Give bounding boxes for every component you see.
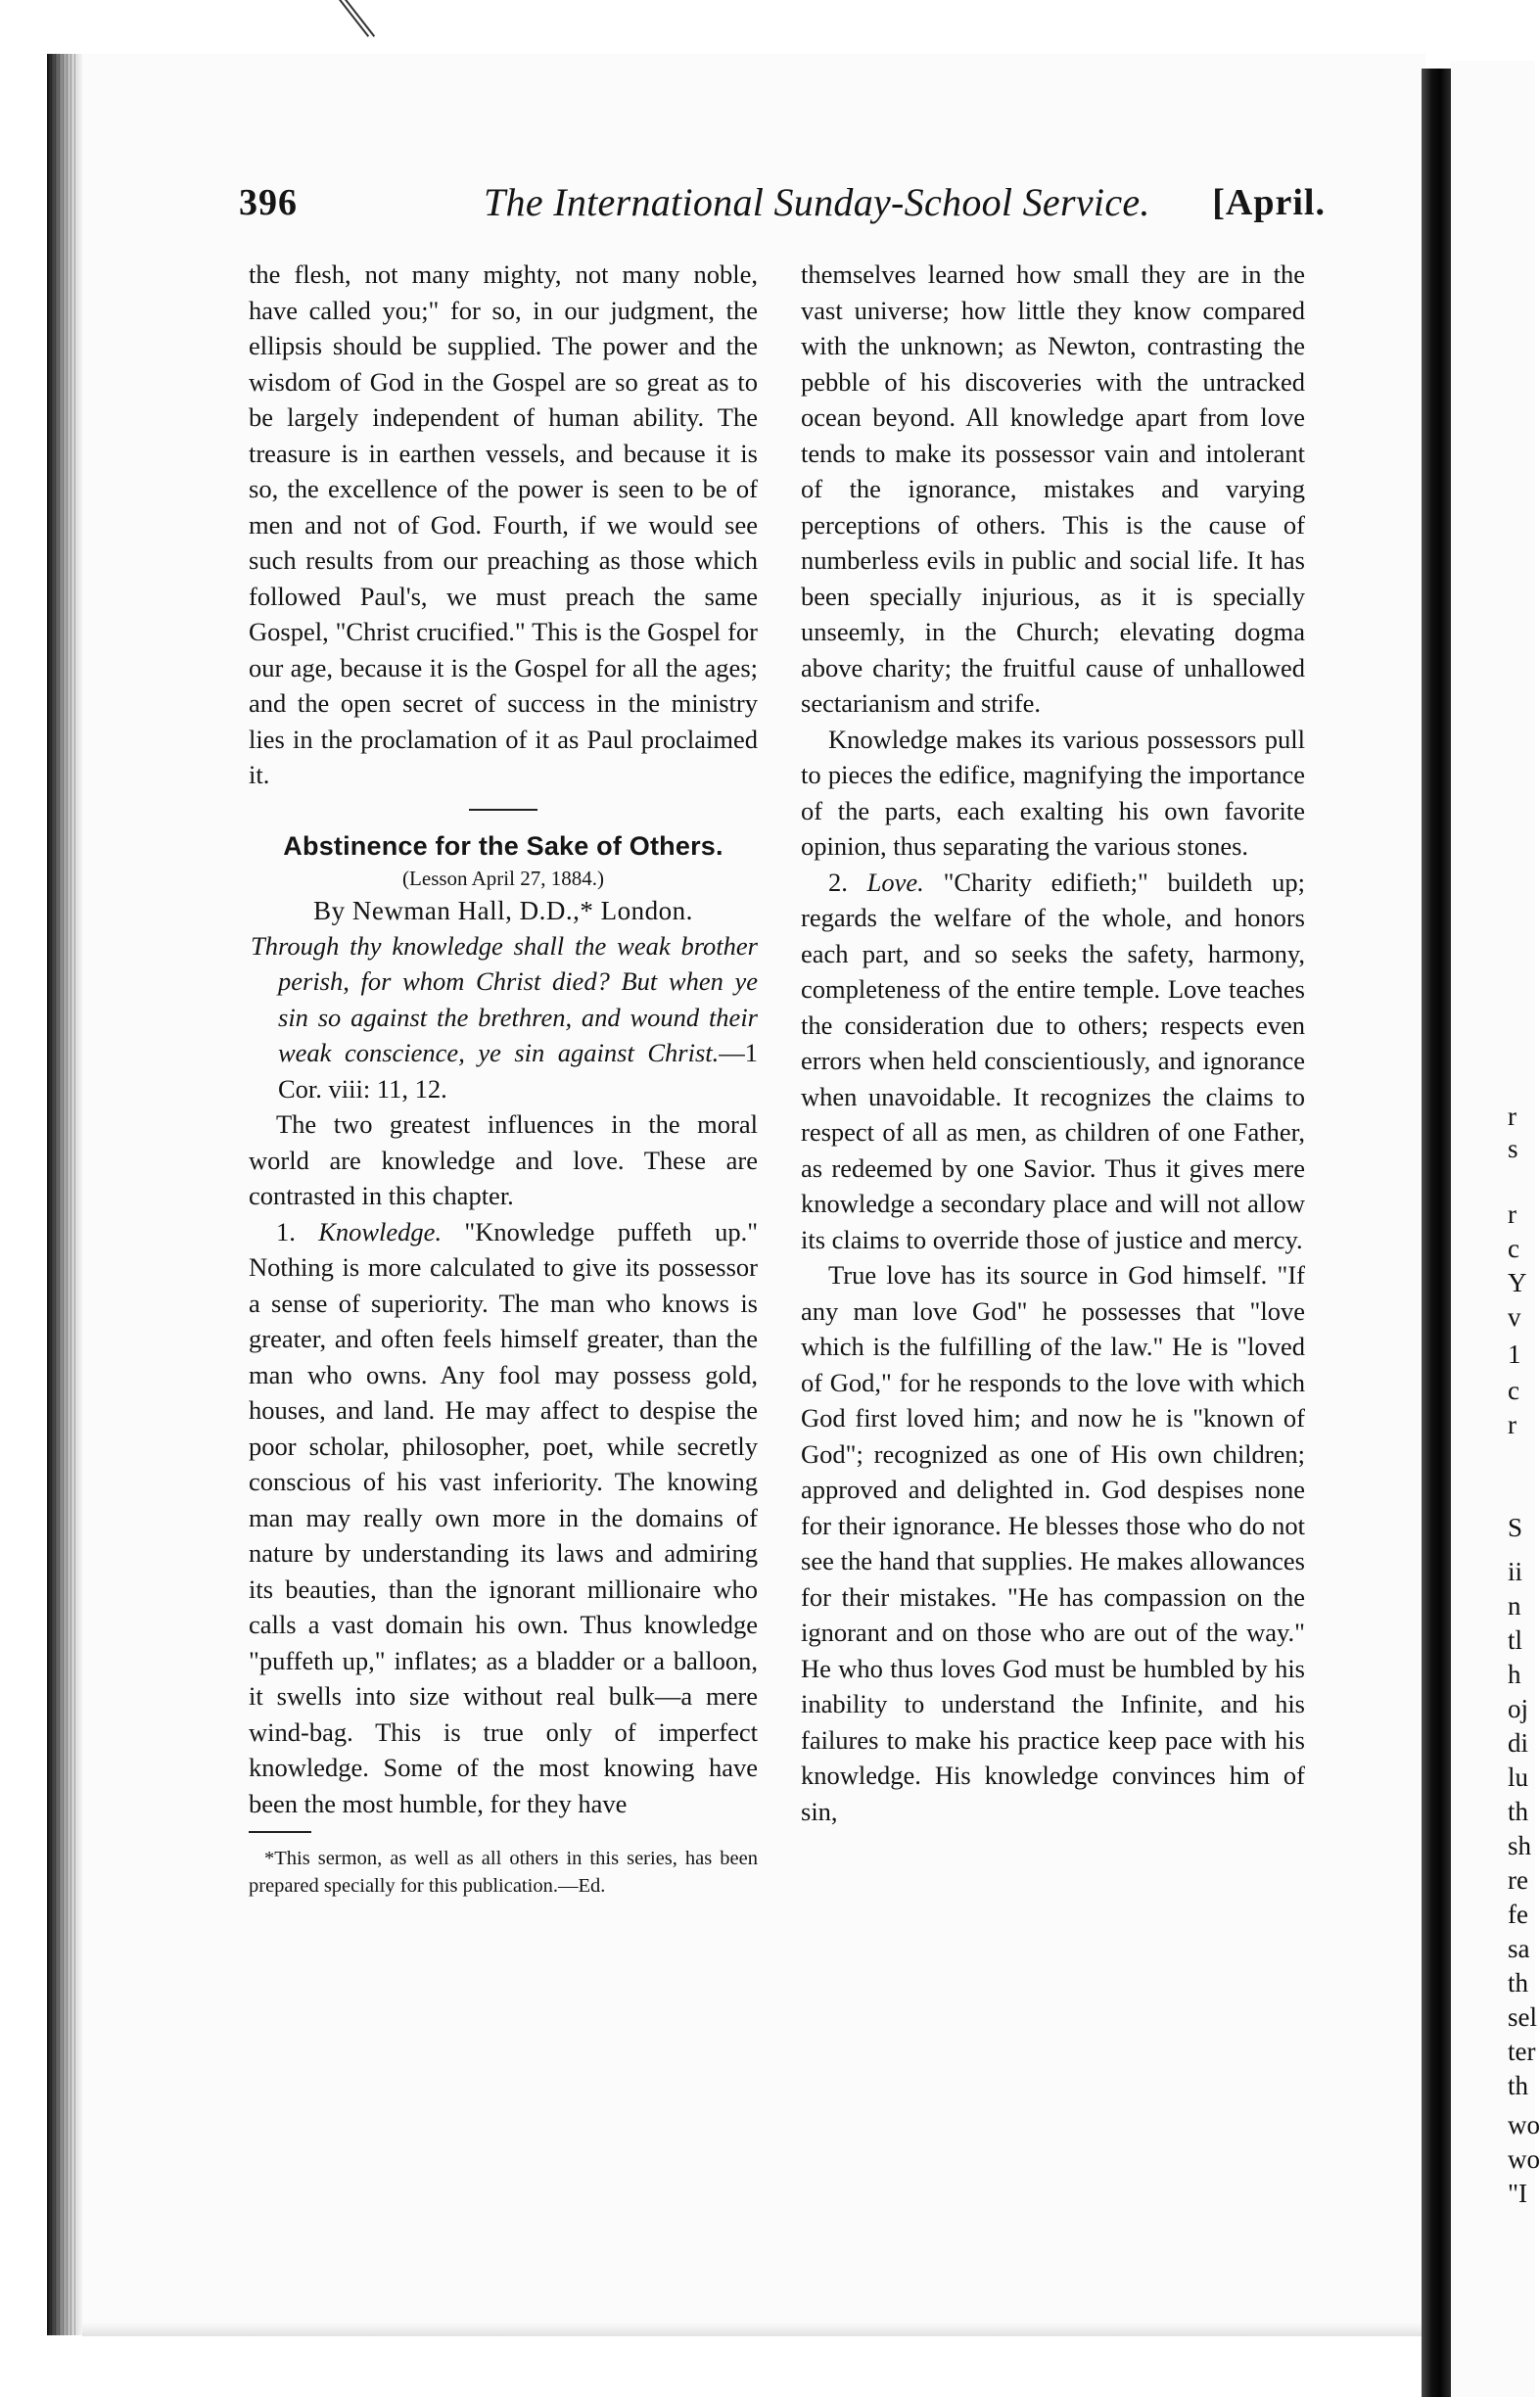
section-divider — [469, 809, 537, 811]
love-heading: Love. — [866, 867, 924, 897]
facing-page-fragment: r — [1508, 1410, 1517, 1439]
scan-margin-left — [0, 0, 47, 2397]
facing-page-fragment: tl — [1508, 1625, 1523, 1655]
author-byline: By Newman Hall, D.D.,* London. — [313, 895, 693, 925]
edifice-paragraph: Knowledge makes its various possessors pull to pieces the edifice, magnifying the importance of the parts, each exalting his own favorite opinion, thus separating the various stones. — [801, 724, 1305, 861]
facing-page-fragment: fe — [1508, 1900, 1528, 1929]
source-of-love-paragraph: True love has its source in God himself. "If any man love God" he possesses that "love which is the fulfilling of the law." He is "loved of God," for he responds to the love with which God first loved him; and now he is "known of God"; recognized as one of His own children; approved and delighted in. God despises none for their ignorance. He blesses those who do not see the hand that supplies. He makes allowances for their mistakes. "He has compassion on the ignorant and on those who are out of the way." He who thus loves God must be humbled by his inability to understand the Infinite, and his failures to make his practice keep pace with his knowledge. His knowledge convinces him of sin, — [801, 1260, 1305, 1826]
footnote: *This sermon, as well as all others in this series, has been prepared specially for this publication.—Ed. — [249, 1848, 758, 1897]
facing-page-fragment: wo — [1508, 2110, 1540, 2139]
continuation-paragraph: the flesh, not many mighty, not many noble, have called you;" for so, in our judgment, the ellipsis should be supplied. The power and the wisdom of God in the Gospel are so great as to be largely independent of human ability. The treasure is in earthen vessels, and because it is so, the excellence of the power is seen to be of men and not of God. Fourth, if we would see such results from our preaching as those which followed Paul's, we must preach the same Gospel, "Christ crucified." This is the Gospel for our age, because it is the Gospel for all the ages; and the open secret of success in the ministry lies in the proclamation of it as Paul proclaimed it. — [249, 259, 758, 789]
left-column — [249, 257, 758, 1900]
love-paragraph — [801, 865, 1305, 1258]
facing-page-fragment: v — [1508, 1302, 1521, 1332]
sermon-title: Abstinence for the Sake of Others. — [283, 830, 723, 861]
knowledge-heading: Knowledge. — [318, 1216, 443, 1246]
facing-page-fragment: S — [1508, 1513, 1523, 1542]
footnote-divider — [249, 1831, 311, 1833]
facing-page-fragment: th — [1508, 1797, 1529, 1826]
love-text: "Charity edifieth;" buildeth up; regards the welfare of the whole, and honors each part, and so seeks the safety, harmony, completeness of the entire temple. Love teaches the consideration due to others; respects even errors when held conscientiously, and ignorance when unavoidable. It recognizes the claims to respect of all as men, as children of one Father, as redeemed by one Savior. Thus it gives mere knowledge a secondary place and will not allow its claims to override those of justice and mercy. — [801, 867, 1306, 1254]
facing-page-fragment: ter — [1508, 2037, 1536, 2066]
facing-page-fragment: oj — [1508, 1694, 1529, 1723]
facing-page-fragment: di — [1508, 1728, 1529, 1758]
facing-page-fragment: th — [1508, 1968, 1529, 1998]
running-head — [239, 181, 1326, 240]
knowledge-paragraph — [249, 1214, 758, 1822]
facing-page-fragment: c — [1508, 1234, 1519, 1263]
facing-page-fragment: Y — [1508, 1268, 1527, 1297]
running-title: The International Sunday-School Service. — [484, 180, 1150, 224]
facing-page-fragment: 1 — [1508, 1340, 1521, 1369]
facing-page-fragment: "I — [1508, 2179, 1528, 2208]
facing-page-fragment: sel — [1508, 2002, 1537, 2032]
book-gutter-shadow — [1422, 69, 1451, 2397]
page-bottom-shadow — [82, 2323, 1425, 2336]
scan-mark — [339, 0, 369, 37]
knowledge-text: "Knowledge puffeth up." Nothing is more calculated to give its possessor a sense of superiority. The man who knows is greater, and often feels himself greater, than the man who owns. Any fool may possess gold, houses, and land. He may affect to despise the poor scholar, philosopher, poet, while secretly conscious of his vast inferiority. The knowing man may really own more in the domains of nature by understanding its laws and admiring its beauties, than the ignorant millionaire who calls a vast domain his own. Thus knowledge "puffeth up," inflates; as a bladder or a balloon, it swells into size without real bulk—a mere wind-bag. This is true only of imperfect knowledge. Some of the most knowing have been the most humble, for they have — [249, 1216, 759, 1818]
facing-page-fragment: sa — [1508, 1934, 1530, 1963]
scan-mark — [345, 0, 375, 37]
book-edge-page-lines — [51, 54, 78, 2335]
facing-page-fragment: h — [1508, 1660, 1521, 1689]
facing-page-fragment: wo — [1508, 2144, 1540, 2174]
love-number: 2. — [828, 867, 848, 897]
lesson-date: (Lesson April 27, 1884.) — [402, 866, 604, 890]
right-column — [801, 257, 1305, 1829]
facing-page-fragment: sh — [1508, 1831, 1532, 1860]
facing-page-fragment: r — [1508, 1102, 1517, 1131]
humility-paragraph: themselves learned how small they are in the vast universe; how little they know compared with the unknown; as Newton, contrasting the pebble of his discoveries with the untracked ocean beyond. All knowledge apart from love tends to make its possessor vain and intolerant of the ignorance, mistakes and varying perceptions of others. This is the cause of numberless evils in public and social life. It has been specially injurious, as it is specially unseemly, in the Church; elevating dogma above charity; the fruitful cause of unhallowed sectarianism and strife. — [801, 259, 1305, 718]
epigraph-reference: —1 Cor. viii: 11, 12. — [278, 1038, 758, 1104]
knowledge-number: 1. — [276, 1216, 296, 1246]
epigraph — [249, 928, 758, 1107]
intro-paragraph: The two greatest influences in the moral world are knowledge and love. These are contrasted in this chapter. — [249, 1109, 758, 1210]
facing-page-fragment: ii — [1508, 1557, 1523, 1586]
running-month: [April. — [1212, 182, 1326, 223]
facing-page-fragment: s — [1508, 1134, 1518, 1163]
facing-page-fragment: n — [1508, 1591, 1521, 1621]
epigraph-text: Through thy knowledge shall the weak brother perish, for whom Christ died? But when ye sin so against the brethren, and wound their weak conscience, ye sin against Christ. — [251, 930, 758, 1067]
page-number: 396 — [239, 182, 298, 223]
facing-page-fragment: r — [1508, 1199, 1517, 1229]
facing-page-fragment: lu — [1508, 1762, 1529, 1792]
facing-page-fragment: th — [1508, 2071, 1529, 2100]
facing-page-fragment: re — [1508, 1865, 1528, 1895]
facing-page-fragment: c — [1508, 1376, 1519, 1405]
